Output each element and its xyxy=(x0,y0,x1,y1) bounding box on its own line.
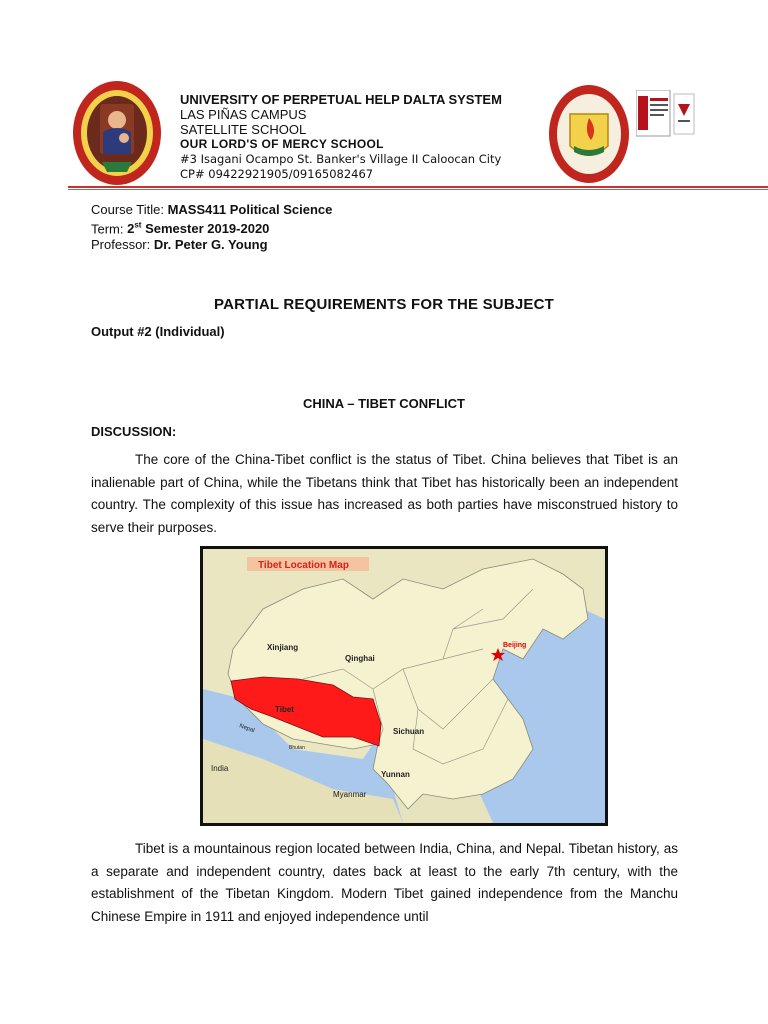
output-label: Output #2 (Individual) xyxy=(91,324,225,339)
map-graphic xyxy=(203,549,605,823)
term-value: 2st Semester 2019-2020 xyxy=(127,221,270,237)
map-label-beijing: Beijing xyxy=(503,642,527,649)
topic-heading: CHINA – TIBET CONFLICT xyxy=(302,396,465,411)
discussion-label: DISCUSSION: xyxy=(91,424,177,439)
map-label-tibet: Tibet xyxy=(275,705,294,714)
paragraph-2: Tibet is a mountainous region located between India, China, and Nepal. Tibetan history, as a separate and independent country, dates back at least to the early 7th century, with the establishment of the Tibetan Kingdom. Modern Tibet gained independence from the Manchu Chinese Empire in 1911 and enjoyed independence until xyxy=(91,841,678,924)
university-name: UNIVERSITY OF PERPETUAL HELP DALTA SYSTEM xyxy=(180,92,502,107)
school-address: #3 Isagani Ocampo St. Banker's Village II Caloocan City xyxy=(180,152,502,166)
header-rule-red xyxy=(68,186,768,188)
paragraph-1: The core of the China-Tibet conflict is the status of Tibet. China believes that Tibet is an inalienable part of China, while the Tibetans think that Tibet has historically been an independent country. The complexity of this issue has increased as both parties have misconstrued history to serve their purposes. xyxy=(91,452,678,535)
campus-name: LAS PIÑAS CAMPUS xyxy=(180,107,307,122)
map-label-nepal: Nepal xyxy=(238,723,256,735)
school-contact: CP# 09422921905/09165082467 xyxy=(180,167,374,181)
school-seal-logo xyxy=(548,84,630,184)
page-title: PARTIAL REQUIREMENTS FOR THE SUBJECT xyxy=(214,296,554,313)
professor-line: Professor: Dr. Peter G. Young xyxy=(91,237,268,253)
map-label-yunnan: Yunnan xyxy=(381,770,410,779)
professor-name: Dr. Peter G. Young xyxy=(153,237,268,253)
course-info xyxy=(91,202,332,253)
course-title-line: Course Title: MASS411 Political Science xyxy=(91,202,333,217)
header-rule-gray xyxy=(68,189,768,190)
map-label-myanmar: Myanmar xyxy=(333,790,367,799)
tibet-location-map xyxy=(200,546,608,826)
term-line: Term: 2st Semester 2019-2020 xyxy=(91,221,270,237)
map-label-xinjiang: Xinjiang xyxy=(267,643,299,652)
map-label-sichuan: Sichuan xyxy=(393,727,425,736)
university-seal-logo xyxy=(72,80,162,186)
school-header xyxy=(180,92,502,182)
map-label-qinghai: Qinghai xyxy=(345,654,375,663)
certification-logos xyxy=(636,90,696,138)
map-title: Tibet Location Map xyxy=(258,560,349,571)
map-label-india: India xyxy=(211,764,229,773)
map-label-bhutan: Bhutan xyxy=(289,745,305,751)
course-title: MASS411 Political Science xyxy=(167,202,333,217)
school-name: OUR LORD'S OF MERCY SCHOOL xyxy=(180,137,384,151)
satellite-label: SATELLITE SCHOOL xyxy=(180,122,307,137)
